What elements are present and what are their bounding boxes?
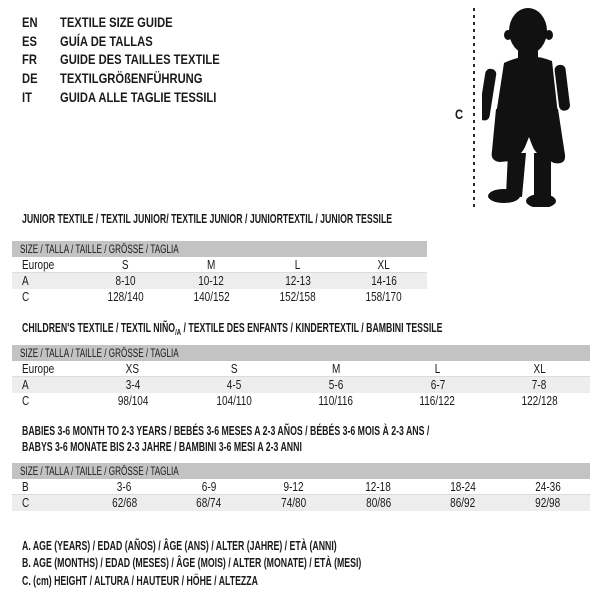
cell: 14-16 <box>371 274 397 288</box>
language-label: GUÍA DE TALLAS <box>60 32 153 49</box>
cell: 98/104 <box>117 394 149 408</box>
cell: 140/152 <box>193 290 230 304</box>
language-row <box>22 32 260 51</box>
cell: 128/140 <box>107 290 144 304</box>
row-label: B <box>22 479 29 494</box>
row-label: A <box>22 274 29 288</box>
legend-age-years: A. AGE (YEARS) / EDAD (AÑOS) / ÂGE (ANS) / ALTER (JAHRE) / ETÀ (ANNI) <box>22 539 337 553</box>
language-row <box>22 13 260 32</box>
table-row <box>12 495 590 511</box>
cell: 80/86 <box>365 496 391 510</box>
table-row <box>12 273 427 289</box>
language-row <box>22 69 260 88</box>
cell: 4-5 <box>227 378 242 392</box>
cell: 92/98 <box>535 496 561 510</box>
language-label: GUIDA ALLE TAGLIE TESSILI <box>60 88 217 105</box>
cell: 74/80 <box>281 496 307 510</box>
cell: L <box>434 361 441 376</box>
language-header <box>22 13 260 106</box>
cell: 7-8 <box>531 378 547 392</box>
size-header-label: SIZE / TALLA / TAILLE / GRÖSSE / TAGLIA <box>20 242 179 256</box>
cell: 24-36 <box>534 479 561 494</box>
cell: 12-18 <box>365 479 392 494</box>
table-row <box>12 257 427 273</box>
children-size-table <box>12 345 590 409</box>
babies-table-title-line1: BABIES 3-6 MONTH TO 2-3 YEARS / BEBÉS 3-6 MESES A 2-3 AÑOS / BÉBÉS 3-6 MOIS À 2-3 ANS / <box>22 424 430 438</box>
cell: 3-6 <box>117 479 132 494</box>
cell: 86/92 <box>450 496 476 510</box>
cell: XL <box>377 257 390 272</box>
size-header-label: SIZE / TALLA / TAILLE / GRÖSSE / TAGLIA <box>20 346 179 360</box>
row-label: C <box>22 290 30 304</box>
cell: M <box>331 361 341 376</box>
language-row <box>22 87 260 106</box>
size-header-bar <box>12 463 590 479</box>
language-row <box>22 50 260 69</box>
size-header-bar <box>12 241 427 257</box>
cell: 110/116 <box>318 394 354 408</box>
cell: 10-12 <box>198 274 225 288</box>
table-row <box>12 479 590 495</box>
row-label: C <box>22 496 30 510</box>
cell: 3-4 <box>125 378 141 392</box>
babies-size-table <box>12 463 590 511</box>
row-label: Europe <box>22 361 55 376</box>
legend-age-months: B. AGE (MONTHS) / EDAD (MESES) / ÂGE (MOIS) / ALTER (MONATE) / ETÀ (MESI) <box>22 556 362 571</box>
size-header-label: SIZE / TALLA / TAILLE / GRÖSSE / TAGLIA <box>20 464 179 478</box>
table-row <box>12 377 590 393</box>
junior-size-table <box>12 241 427 305</box>
height-dotted-line <box>473 8 475 207</box>
legend <box>22 539 507 591</box>
language-code: DE <box>22 70 38 87</box>
cell: 5-6 <box>328 378 344 392</box>
children-table-title: CHILDREN'S TEXTILE / TEXTIL $NIÑO_{/A}$ / TEXTILE DES ENFANTS / KINDERTEXTIL / BAMBINI TESSILE <box>22 321 443 337</box>
language-label: GUIDE DES TAILLES TEXTILE <box>60 51 220 68</box>
cell: 6-7 <box>430 378 445 392</box>
language-code: IT <box>22 88 32 105</box>
babies-table-title-line2: BABYS 3-6 MONATE BIS 2-3 JAHRE / BAMBINI 3-6 MESI A 2-3 ANNI <box>22 439 302 454</box>
cell: L <box>294 257 301 272</box>
cell: 68/74 <box>196 496 222 510</box>
language-label: TEXTILGRÖßENFÜHRUNG <box>60 70 203 87</box>
junior-table-title: JUNIOR TEXTILE / TEXTIL JUNIOR/ TEXTILE JUNIOR / JUNIORTEXTIL / JUNIOR TESSILE <box>22 212 393 226</box>
language-code: EN <box>22 14 38 31</box>
gender-suffix: /A <box>175 327 182 337</box>
cell: XL <box>533 361 546 376</box>
table-row <box>12 361 590 377</box>
cell: 158/170 <box>365 290 402 304</box>
language-code: FR <box>22 51 37 68</box>
cell: 9-12 <box>283 479 304 494</box>
language-code: ES <box>22 32 37 49</box>
legend-height: C. (cm) HEIGHT / ALTURA / HAUTEUR / HÖHE / ALTEZZA <box>22 573 258 588</box>
cell: 8-10 <box>115 274 136 288</box>
cell: XS <box>126 361 140 376</box>
cell: S <box>231 361 238 376</box>
cell: 18-24 <box>450 479 476 494</box>
cell: 104/110 <box>216 394 253 408</box>
table-row <box>12 289 427 305</box>
cell: 122/128 <box>521 394 558 408</box>
row-label: Europe <box>22 257 55 272</box>
language-label: TEXTILE SIZE GUIDE <box>60 14 173 31</box>
cell: 6-9 <box>201 479 217 494</box>
row-label: A <box>22 378 29 392</box>
cell: M <box>207 257 216 272</box>
cell: 12-13 <box>284 274 311 288</box>
cell: 116/122 <box>419 394 456 408</box>
cell: S <box>121 257 129 272</box>
table-row <box>12 393 590 409</box>
cell: 152/158 <box>279 290 316 304</box>
cell: 62/68 <box>111 496 137 510</box>
row-label: C <box>22 394 30 408</box>
toddler-silhouette-icon <box>482 5 570 207</box>
size-header-bar <box>12 345 590 361</box>
height-marker-label: C <box>455 106 464 122</box>
